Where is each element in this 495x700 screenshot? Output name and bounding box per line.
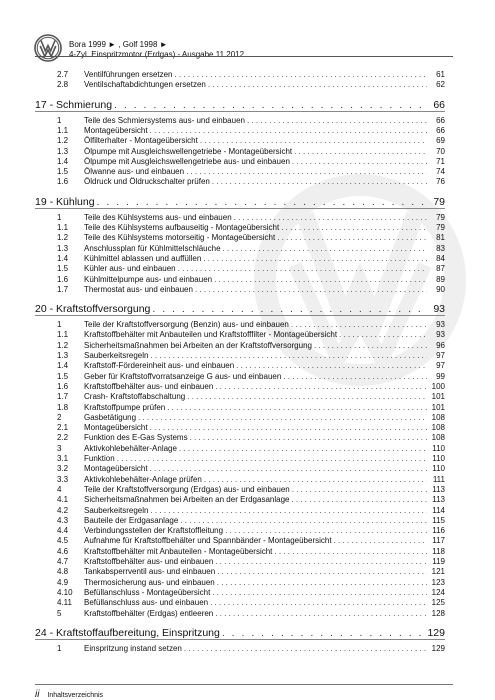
toc-leader-dots	[212, 177, 427, 187]
toc-entry-number: 1.7	[57, 392, 69, 402]
toc-entry-row[interactable]	[35, 644, 445, 654]
toc-leader-dots	[247, 116, 427, 126]
toc-entry-number: 1.2	[57, 340, 69, 350]
toc-leader-dots	[195, 285, 427, 295]
toc-page-number: 108	[431, 423, 445, 433]
toc-page-number: 70	[436, 146, 445, 156]
toc-leader-dots	[187, 392, 427, 402]
toc-entry-row[interactable]	[35, 320, 445, 330]
toc-page-number: 84	[436, 253, 445, 263]
toc-page-number: 76	[436, 177, 445, 187]
toc-entry-title: Ölfilterhalter - Montageübersicht	[84, 136, 198, 146]
toc-leader-dots	[215, 609, 427, 619]
toc-page-number: 79	[436, 212, 445, 222]
toc-entry-title: Aktivkohlebehälter-Anlage	[84, 443, 177, 453]
toc-leader-dots	[292, 485, 427, 495]
toc-entry-title: Teile der Kraftstoffversorgung (Benzin) aus- und einbauen	[84, 320, 289, 330]
toc-entry-title: 19 - Kühlung	[35, 195, 95, 208]
toc-page-number: 79	[436, 223, 445, 232]
toc-leader-dots	[214, 275, 427, 285]
toc-entry-title: Sauberkeitsregeln	[84, 351, 149, 360]
toc-page-number: 115	[432, 515, 445, 525]
toc-leader-dots	[150, 423, 427, 433]
toc-entry-number: 2.7	[57, 70, 69, 79]
toc-leader-dots	[334, 536, 427, 546]
toc-leader-dots	[277, 233, 427, 243]
toc-page-number: 79	[433, 195, 445, 208]
toc-page-number: 111	[432, 474, 445, 484]
toc-entry-number: 1	[57, 643, 62, 653]
toc-entry-number: 1.5	[57, 371, 69, 381]
toc-entry-number: 2.8	[57, 80, 69, 90]
toc-leader-dots	[190, 433, 427, 443]
toc-entry-row[interactable]	[35, 547, 445, 557]
toc-entry-row[interactable]	[35, 341, 445, 351]
toc-page-number: 117	[432, 536, 445, 546]
toc-entry-row[interactable]	[35, 147, 445, 157]
toc-entry-row[interactable]	[35, 423, 445, 433]
toc-entry-number: 1.1	[57, 223, 69, 232]
toc-entry-title: Thermosicherung aus- und einbauen	[84, 577, 215, 587]
toc-page-number: 93	[436, 320, 445, 330]
toc-page-number: 110	[432, 443, 445, 453]
toc-entry-row[interactable]	[35, 526, 445, 536]
toc-page-number: 89	[436, 274, 445, 284]
toc-leader-dots	[138, 413, 427, 423]
toc-entry-row[interactable]	[35, 433, 445, 443]
toc-entry-title: Aufnahme für Kraftstoffbehälter und Spannbänder - Montageübersicht	[84, 536, 332, 546]
toc-entry-number: 1	[57, 320, 62, 330]
toc-page-number: 118	[432, 546, 445, 556]
header-rule	[35, 56, 453, 57]
toc-entry-title: Befüllanschluss aus- und einbauen	[84, 598, 209, 608]
toc-entry-number: 3.1	[57, 454, 69, 463]
toc-entry-number: 2.1	[57, 423, 69, 433]
toc-page-number: 110	[432, 464, 445, 474]
toc-page-number: 87	[436, 264, 445, 274]
toc-entry-number: 1.4	[57, 361, 69, 371]
toc-entry-row[interactable]	[35, 264, 445, 274]
toc-entry-title: Kraftstoffbehälter mit Anbauteilen und Kraftstofffilter - Montageübersicht	[84, 330, 338, 340]
toc-entry-number: 1	[57, 212, 62, 222]
toc-leader-dots	[274, 547, 427, 557]
toc-entry-row[interactable]	[35, 80, 445, 90]
toc-page-number: 113	[432, 484, 445, 494]
toc-entry-title: Montageübersicht	[84, 423, 148, 433]
toc-entry-row[interactable]	[35, 403, 445, 413]
toc-entry-title: Ventilführungen ersetzen	[84, 70, 173, 79]
toc-entry-row[interactable]	[35, 126, 445, 136]
toc-page-number: 124	[431, 587, 445, 597]
toc-entry-row[interactable]	[35, 454, 445, 464]
toc-entry-row[interactable]	[35, 413, 445, 423]
toc-leader-dots	[210, 598, 427, 608]
toc-page-number: 97	[436, 351, 445, 360]
toc-entry-title: Funktion	[84, 454, 115, 463]
toc-leader-dots	[291, 495, 427, 505]
toc-entry-row[interactable]	[35, 598, 445, 608]
toc-entry-row[interactable]	[35, 167, 445, 177]
toc-entry-number: 4.11	[57, 598, 72, 608]
toc-entry-row[interactable]	[35, 506, 445, 516]
toc-leader-dots	[208, 80, 427, 90]
toc-page-number: 108	[431, 433, 445, 443]
toc-page-number: 129	[431, 643, 445, 653]
toc-entry-row[interactable]	[35, 330, 445, 340]
toc-entry-title: Befüllanschluss - Montageübersicht	[84, 587, 211, 597]
toc-entry-number: 1.3	[57, 146, 69, 156]
toc-page-number: 81	[436, 233, 445, 243]
toc-entry-number: 4.8	[57, 567, 69, 577]
toc-entry-number: 4.3	[57, 515, 69, 525]
toc-entry-title: Ventilschaftabdichtungen ersetzen	[84, 80, 206, 90]
toc-page-number: 113	[432, 495, 445, 505]
toc-entry-number: 1.5	[57, 264, 69, 274]
toc-entry-number: 4.7	[57, 557, 69, 566]
toc-entry-title: Aktivkohlebehälter-Anlage prüfen	[84, 474, 202, 484]
toc-page-number: 100	[431, 381, 445, 391]
toc-entry-row[interactable]	[35, 254, 445, 264]
toc-entry-title: Anschlussplan für Kühlmittelschläuche	[84, 243, 221, 253]
toc-entry-row[interactable]	[35, 70, 445, 80]
toc-page-number: 108	[431, 412, 445, 422]
toc-page-number: 93	[436, 330, 445, 340]
toc-entry-number: 5	[57, 608, 62, 618]
toc-entry-title: Ölpumpe mit Ausgleichswellengetriebe - Montageübersicht	[84, 146, 293, 156]
toc-page-number: 66	[436, 125, 445, 135]
toc-entry-row[interactable]	[35, 213, 445, 223]
toc-entry-row[interactable]	[35, 475, 445, 485]
toc-page-number: 99	[436, 371, 445, 381]
toc-entry-row[interactable]	[35, 444, 445, 454]
toc-leader-dots	[223, 244, 427, 254]
toc-entry-number: 1.3	[57, 243, 69, 253]
toc-leader-dots	[212, 588, 427, 598]
toc-page-number: 121	[431, 567, 445, 577]
toc-leader-dots	[186, 167, 427, 177]
toc-entry-number: 1.1	[57, 125, 69, 135]
toc-entry-number: 4.1	[57, 495, 69, 505]
toc-entry-title: Montageübersicht	[84, 464, 148, 474]
toc-entry-row[interactable]	[35, 285, 445, 295]
toc-entry-number: 3.3	[57, 474, 69, 484]
toc-entry-title: Einspritzung instand setzen	[84, 643, 182, 653]
toc-entry-number: 4.6	[57, 546, 69, 556]
toc-entry-title: Sicherheitsmaßnahmen bei Arbeiten an der Kraftstoffversorgung	[84, 340, 312, 350]
toc-page-number: 61	[436, 70, 445, 79]
toc-leader-dots	[294, 147, 427, 157]
toc-entry-title: Ölwanne aus- und einbauen	[84, 167, 185, 177]
toc-entry-number: 1.2	[57, 233, 69, 243]
toc-leader-dots	[281, 223, 427, 233]
page-footer	[35, 689, 103, 700]
toc-entry-row[interactable]	[35, 464, 445, 474]
toc-leader-dots	[292, 157, 427, 167]
toc-entry-row[interactable]	[35, 116, 445, 126]
toc-entry-title: 20 - Kraftstoffversorgung	[35, 303, 151, 316]
toc-entry-row[interactable]	[35, 136, 445, 146]
header-line-1: Bora 1999 ► , Golf 1998 ►	[69, 40, 168, 49]
toc-entry-number: 1.8	[57, 402, 69, 412]
toc-entry-number: 2	[57, 412, 62, 422]
toc-entry-row[interactable]	[35, 351, 445, 361]
toc-entry-row[interactable]	[35, 495, 445, 505]
toc-entry-number: 1.4	[57, 156, 69, 166]
toc-leader-dots	[150, 506, 427, 516]
toc-page-number: 110	[432, 454, 445, 463]
toc-entry-row[interactable]	[35, 244, 445, 254]
toc-entry-title: Sicherheitsmaßnahmen bei Arbeiten an der Erdgasanlage	[84, 495, 290, 505]
toc-entry-title: Kraftstoffbehälter aus- und einbauen	[84, 381, 214, 391]
toc-entry-title: Kraftstoffbehälter (Erdgas) entleeren	[84, 608, 214, 618]
toc-leader-dots	[203, 254, 427, 264]
toc-entry-row[interactable]	[35, 223, 445, 233]
toc-leader-dots	[200, 136, 427, 146]
toc-leader-dots	[339, 330, 427, 340]
header-line-2: 4-Zyl. Einspritzmotor (Erdgas) - Ausgabe 11.2012	[69, 50, 245, 59]
toc-page-number: 101	[431, 392, 445, 402]
toc-entry-title: Kraftstoffpumpe prüfen	[84, 402, 166, 412]
toc-leader-dots	[217, 567, 427, 577]
toc-leader-dots	[175, 70, 427, 80]
toc-leader-dots	[217, 578, 427, 588]
footer-rule	[35, 684, 453, 685]
toc-page-number: 74	[436, 167, 445, 177]
toc-page-number: 69	[436, 136, 445, 146]
toc-entry-row[interactable]	[35, 275, 445, 285]
toc-entry-title: Funktion des E-Gas Systems	[84, 433, 188, 443]
toc-page-number: 97	[436, 361, 445, 371]
toc-page-number: 71	[436, 156, 445, 166]
toc-entry-title: Crash- Kraftstoffabschaltung	[84, 392, 186, 402]
toc-entry-title: Ölpumpe mit Ausgleichswellengetriebe aus- und einbauen	[84, 156, 290, 166]
toc-leader-dots	[314, 341, 427, 351]
toc-page-number: 119	[432, 557, 445, 566]
toc-leader-dots	[204, 475, 427, 485]
toc-entry-row[interactable]	[35, 588, 445, 598]
toc-entry-number: 3.2	[57, 464, 69, 474]
toc-entry-row[interactable]	[35, 557, 445, 567]
toc-leader-dots	[215, 557, 427, 567]
toc-page-number: 62	[436, 80, 445, 90]
toc-entry-row[interactable]	[35, 536, 445, 546]
toc-page-number: 114	[432, 505, 445, 515]
toc-entry-row[interactable]	[35, 372, 445, 382]
toc-page-number: 123	[431, 577, 445, 587]
toc-page-number: 93	[433, 303, 445, 316]
toc-leader-dots	[167, 403, 427, 413]
toc-leader-dots	[291, 320, 427, 330]
toc-leader-dots	[236, 361, 427, 371]
toc-entry-number: 1.5	[57, 167, 69, 177]
toc-entry-number: 1.1	[57, 330, 69, 340]
toc-entry-title: 17 - Schmierung	[35, 98, 113, 111]
toc-page-number: 101	[431, 402, 445, 412]
toc-entry-title: Montageübersicht	[84, 125, 148, 135]
toc-entry-title: Teile des Schmiersystems aus- und einbauen	[84, 115, 245, 125]
chapter-rule	[35, 315, 445, 316]
toc-entry-title: Sauberkeitsregeln	[84, 505, 149, 515]
toc-entry-number: 2.2	[57, 433, 69, 443]
toc-entry-title: Kühler aus- und einbauen	[84, 264, 176, 274]
toc-entry-title: Teile des Kühlsystems aus- und einbauen	[84, 212, 232, 222]
toc-entry-row[interactable]	[35, 157, 445, 167]
toc-entry-title: 24 - Kraftstoffaufbereitung, Einspritzung	[35, 626, 220, 639]
toc-entry-title: Kraftstoff-Fördereinheit aus- und einbauen	[84, 361, 235, 371]
toc-entry-number: 1.6	[57, 274, 69, 284]
toc-entry-title: Verbindungsstellen der Kraftstoffleitung	[84, 526, 224, 536]
toc-entry-number: 4.4	[57, 526, 69, 536]
toc-entry-number: 1.2	[57, 136, 69, 146]
document-header	[34, 34, 454, 68]
toc-leader-dots	[150, 126, 427, 136]
toc-leader-dots	[225, 526, 427, 536]
vw-logo-icon	[34, 34, 62, 62]
toc-entry-title: Kraftstoffbehälter mit Anbauteilen - Montageübersicht	[84, 546, 273, 556]
toc-page-number: 129	[427, 626, 445, 639]
chapter-rule	[35, 639, 445, 640]
toc-entry-row[interactable]	[35, 382, 445, 392]
toc-entry-title: Teile des Kühlsystems motorseitig - Montageübersicht	[84, 233, 276, 243]
toc-entry-row[interactable]	[35, 233, 445, 243]
toc-entry-title: Tankabsperrventil aus- und einbauen	[84, 567, 216, 577]
toc-leader-dots	[283, 372, 427, 382]
toc-entry-row[interactable]	[35, 516, 445, 526]
toc-entry-title: Bauteile der Erdgasanlage	[84, 515, 179, 525]
toc-entry-title: Kraftstoffbehälter aus- und einbauen	[84, 557, 214, 566]
toc-entry-row[interactable]	[35, 578, 445, 588]
toc-leader-dots	[215, 382, 427, 392]
toc-page-number: 128	[431, 608, 445, 618]
toc-entry-title: Teile der Kraftstoffversorgung (Erdgas) aus- und einbauen	[84, 484, 290, 494]
toc-entry-number: 1.4	[57, 253, 69, 263]
toc-page-number: 96	[436, 340, 445, 350]
toc-page-number: 125	[431, 598, 445, 608]
toc-leader-dots	[150, 351, 427, 361]
toc-entry-title: Kühlmittelpumpe aus- und einbauen	[84, 274, 213, 284]
toc-entry-number: 4.5	[57, 536, 69, 546]
toc-entry-row[interactable]	[35, 361, 445, 371]
toc-entry-row[interactable]	[35, 609, 445, 619]
toc-entry-number: 4.2	[57, 505, 69, 515]
toc-entry-number: 4.10	[57, 587, 73, 597]
toc-leader-dots	[234, 213, 427, 223]
toc-page-number: 90	[436, 284, 445, 294]
chapter-rule	[35, 208, 445, 209]
toc-page-number: 66	[433, 98, 445, 111]
toc-entry-number: 1.7	[57, 284, 69, 294]
toc-entry-row[interactable]	[35, 392, 445, 402]
toc-page-number: 83	[436, 243, 445, 253]
footer-section-label: Inhaltsverzeichnis	[47, 692, 104, 699]
toc-entry-number: 1	[57, 115, 62, 125]
toc-entry-number: 1.6	[57, 177, 69, 187]
toc-entry-number: 4.9	[57, 577, 69, 587]
toc-leader-dots	[179, 444, 427, 454]
toc-leader-dots	[117, 454, 427, 464]
toc-entry-number: 3	[57, 443, 62, 453]
toc-entry-number: 1.6	[57, 381, 69, 391]
toc-entry-row[interactable]	[35, 567, 445, 577]
toc-page-number: 116	[432, 526, 445, 536]
toc-entry-row[interactable]	[35, 485, 445, 495]
toc-entry-title: Kühlmittel ablassen und auffüllen	[84, 253, 202, 263]
toc-entry-number: 1.3	[57, 351, 69, 360]
chapter-rule	[35, 111, 445, 112]
toc-leader-dots	[178, 264, 427, 274]
toc-entry-number: 4	[57, 484, 62, 494]
footer-page-number: ii	[35, 689, 40, 700]
toc-entry-title: Teile des Kühlsystems aufbauseitig - Montageübersicht	[84, 223, 280, 232]
toc-entry-title: Geber für Kraftstoffvorratsanzeige G aus- und einbauen	[84, 371, 282, 381]
toc-entry-title: Öldruck und Öldruckschalter prüfen	[84, 177, 210, 187]
toc-leader-dots	[150, 464, 427, 474]
toc-page-number: 66	[436, 115, 445, 125]
toc-entry-title: Gasbetätigung	[84, 412, 137, 422]
toc-leader-dots	[184, 644, 427, 654]
toc-entry-row[interactable]	[35, 177, 445, 187]
toc-entry-title: Thermostat aus- und einbauen	[84, 284, 193, 294]
toc-leader-dots	[180, 516, 427, 526]
